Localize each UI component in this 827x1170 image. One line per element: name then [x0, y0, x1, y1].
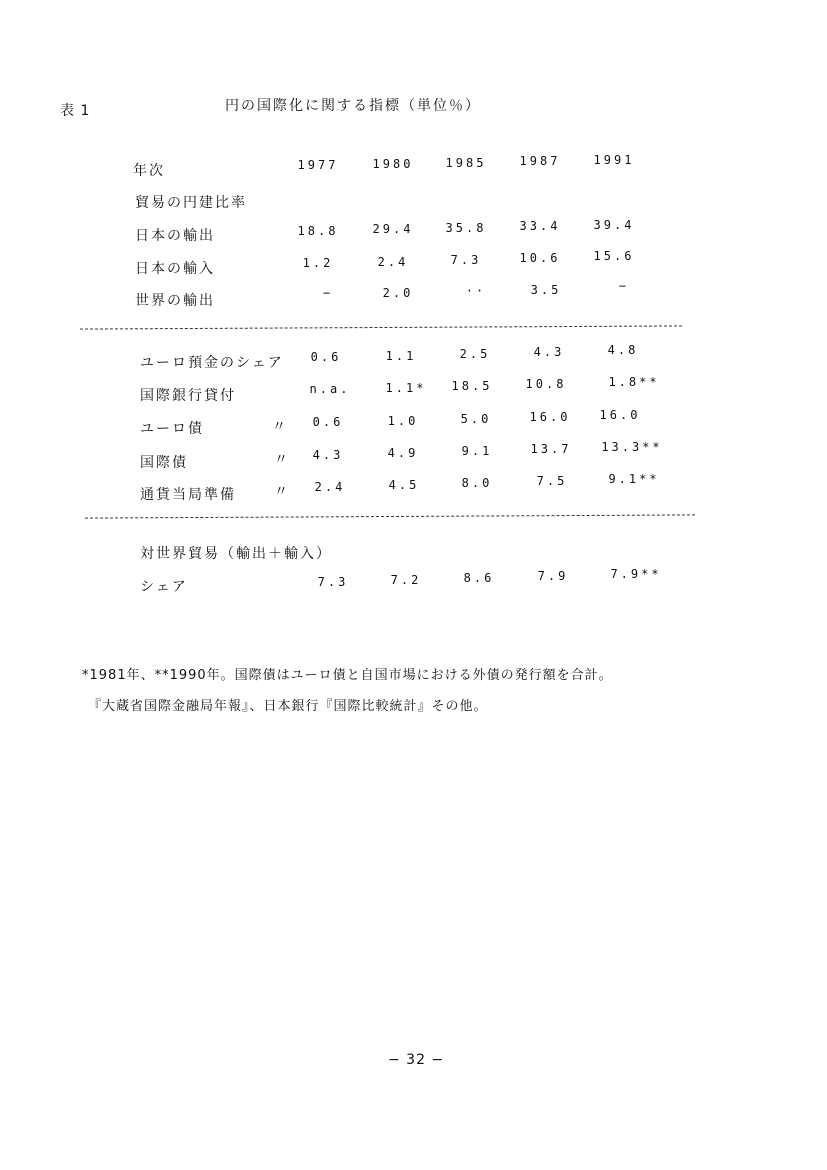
row-label: 世界の輸出 [135, 293, 215, 309]
row-label: シェア [140, 579, 188, 595]
cell: 10.8 [525, 377, 567, 391]
row-label: 日本の輸出 [135, 228, 215, 244]
year-header-label: 年次 [133, 163, 165, 179]
cell: 15.6 [593, 249, 635, 263]
cell: − [322, 286, 334, 300]
ditto-mark: 〃 [274, 452, 289, 468]
separator-line [80, 325, 682, 329]
cell: ·· [465, 284, 487, 298]
section-heading-trade-ratio: 貿易の円建比率 [135, 195, 247, 211]
cell: 9.1 [461, 444, 493, 458]
row-label: ユーロ預金のシェア [140, 355, 284, 371]
cell: 2.5 [459, 347, 491, 361]
cell: 7.3 [450, 253, 482, 267]
cell: 4.8 [607, 343, 639, 357]
ditto-mark: 〃 [274, 484, 289, 500]
section-heading-world-trade: 対世界貿易（輸出＋輸入） [140, 546, 332, 562]
footnote: *1981年、**1990年。国際債はユーロ債と自国市場における外債の発行額を合計。 [82, 668, 613, 683]
year-header-1991: 1991 [593, 153, 635, 167]
row-label: 国際債 [140, 455, 188, 471]
page-number: − 32 − [388, 1052, 445, 1068]
cell: 1.1 [385, 349, 417, 363]
cell: n.a. [309, 382, 351, 396]
year-header-1987: 1987 [519, 154, 561, 168]
cell: 7.3 [317, 575, 349, 589]
cell: 4.5 [388, 478, 420, 492]
row-label: ユーロ債 [140, 421, 204, 437]
cell: 18.8 [297, 224, 339, 238]
cell: 35.8 [445, 221, 487, 235]
cell: 16.0 [599, 408, 641, 422]
cell: 10.6 [519, 251, 561, 265]
cell: 0.6 [310, 350, 342, 364]
row-label: 通貨当局準備 [140, 487, 236, 503]
cell: − [618, 279, 630, 293]
cell: 2.4 [314, 480, 346, 494]
year-header-1977: 1977 [297, 158, 339, 172]
cell: 33.4 [519, 219, 561, 233]
cell: 1.1* [385, 381, 427, 395]
cell: 1.2 [302, 256, 334, 270]
ditto-mark: 〃 [272, 419, 287, 435]
row-label: 日本の輸入 [135, 261, 215, 277]
cell: 2.4 [377, 255, 409, 269]
cell: 1.8** [608, 375, 660, 389]
cell: 8.6 [463, 571, 495, 585]
cell: 4.3 [533, 345, 565, 359]
cell: 18.5 [451, 379, 493, 393]
cell: 13.3** [601, 440, 663, 454]
cell: 7.5 [536, 474, 568, 488]
cell: 39.4 [593, 218, 635, 232]
row-label: 国際銀行貸付 [140, 388, 236, 404]
cell: 0.6 [312, 415, 344, 429]
year-header-1985: 1985 [445, 156, 487, 170]
cell: 5.0 [460, 412, 492, 426]
cell: 13.7 [530, 442, 572, 456]
cell: 1.0 [387, 414, 419, 428]
table-title: 円の国際化に関する指標（単位％） [225, 98, 481, 114]
cell: 7.2 [390, 573, 422, 587]
cell: 16.0 [529, 410, 571, 424]
year-header-1980: 1980 [372, 157, 414, 171]
cell: 7.9 [537, 569, 569, 583]
cell: 9.1** [608, 472, 660, 486]
cell: 8.0 [461, 476, 493, 490]
source-note: 『大蔵省国際金融局年報』、日本銀行『国際比較統計』その他。 [88, 699, 488, 714]
cell: 4.3 [312, 448, 344, 462]
cell: 4.9 [387, 446, 419, 460]
cell: 2.0 [382, 286, 414, 300]
separator-line [85, 514, 695, 518]
table-label: 表 1 [60, 103, 91, 119]
cell: 7.9** [610, 567, 662, 581]
cell: 3.5 [530, 283, 562, 297]
cell: 29.4 [372, 222, 414, 236]
